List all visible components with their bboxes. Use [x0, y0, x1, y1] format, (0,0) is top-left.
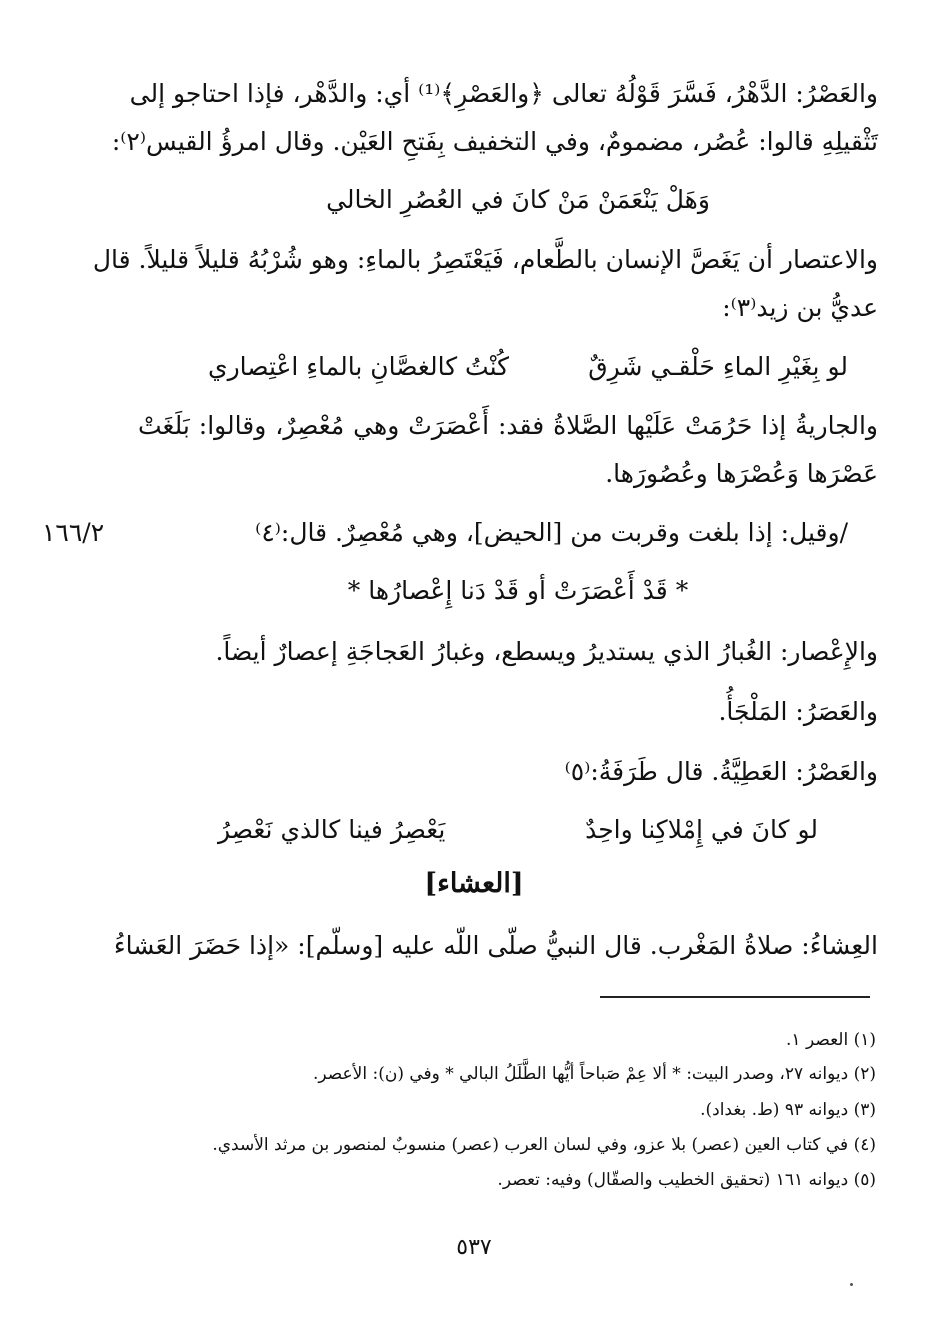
body-line: تَثْقيلِهِ قالوا: عُصُر، مضمومٌ، وفي التخفيف بِفَتحِ العَيْن. وقال امرؤُ القيس⁽٢⁾: [111, 127, 878, 156]
verse-second-hemistich: يَعْصِرُ فينا كالذي نَعْصِرُ [218, 815, 446, 844]
footnote: (٥) ديوانه ١٦١ (تحقيق الخطيب والصقّال) وفيه: تعصر. [497, 1170, 876, 1190]
poetry-verse [218, 808, 818, 852]
body-line: والإِعْصار: الغُبارُ الذي يستديرُ ويسطع، وغبارُ العَجاجَةِ إعصارٌ أيضاً. [215, 637, 878, 666]
section-heading: [العشاء] [424, 868, 524, 899]
footnote: (٢) ديوانه ٢٧، وصدر البيت: * ألا عِمْ صَباحاً أيُّها الطَّلَلُ البالي * وفي (ن): الأعصر. [313, 1064, 876, 1084]
verse-second-hemistich: كُنْتُ كالغصَّانِ بالماءِ اعْتِصاري [208, 352, 510, 381]
verse-first-hemistich: لو بِغَيْرِ الماءِ حَلْقـي شَرِقٌ [588, 352, 848, 381]
body-line: والعَصْرُ: العَطِيَّةُ. قال طَرَفَةُ:⁽٥⁾ [564, 757, 878, 786]
body-line: والاعتصار أن يَغَصَّ الإنسان بالطَّعام، فَيَعْتَصِرُ بالماءِ: وهو شُرْبُهُ قليلاً قليلاً. قال [92, 245, 878, 274]
body-line: عديُّ بن زيد⁽٣⁾: [722, 293, 878, 322]
body-line: والعَصْرُ: الدَّهْرُ، فَسَّرَ قَوْلُهُ تعالى ﴿والعَصْرِ﴾⁽¹⁾ أي: والدَّهْر، فإذا احتاجو إلى [129, 79, 878, 108]
scan-speck [850, 1283, 853, 1286]
verse-hemistich: وَهَلْ يَنْعَمَنْ مَنْ كانَ في العُصُرِ الخالي [326, 185, 710, 214]
page-number: ٥٣٧ [456, 1235, 492, 1260]
footnote: (٣) ديوانه ٩٣ (ط. بغداد). [700, 1100, 876, 1120]
verse-hemistich: * قَدْ أَعْصَرَتْ أو قَدْ دَنا إِعْصارُها * [347, 576, 689, 605]
footnote-divider [600, 996, 870, 998]
footnote: (١) العصر ١. [786, 1030, 876, 1050]
body-line: والجاريةُ إذا حَرُمَتْ عَلَيْها الصَّلاةُ فقد: أَعْصَرَتْ وهي مُعْصِرٌ، وقالوا: بَلَغَتْ [138, 411, 878, 440]
body-line: العِشاءُ: صلاةُ المَغْرب. قال النبيُّ صلّى اللّه عليه [وسلّم]: «إذا حَضَرَ العَشاءُ [113, 931, 878, 960]
poetry-verse [208, 345, 848, 389]
body-line: /وقيل: إذا بلغت وقربت من [الحيض]، وهي مُعْصِرٌ. قال:⁽٤⁾ [255, 518, 848, 547]
verse-first-hemistich: لو كانَ في إِمْلاكِنا واحِدٌ [585, 815, 818, 844]
body-line: والعَصَرُ: المَلْجَأُ. [718, 697, 878, 726]
body-line: عَصْرَها وَعُصْرَها وعُصُورَها. [605, 459, 878, 488]
margin-reference: ١٦٦/٢ [42, 518, 105, 547]
footnote: (٤) في كتاب العين (عصر) بلا عزو، وفي لسان العرب (عصر) منسوبٌ لمنصور بن مرثد الأسدي. [212, 1135, 876, 1155]
